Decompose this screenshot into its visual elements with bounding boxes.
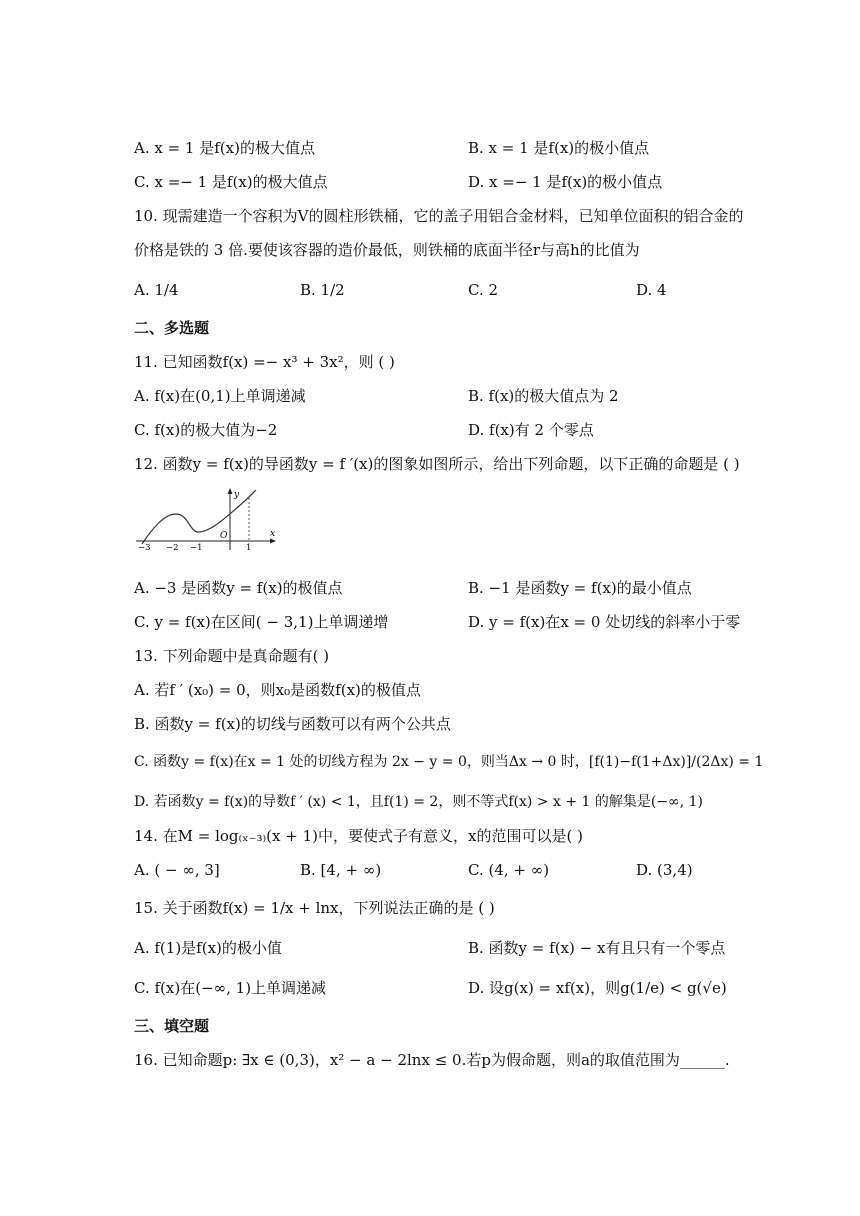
graph-tick-neg2: −2 (166, 543, 179, 552)
graph-y-label: y (234, 490, 240, 500)
q12-derivative-graph (134, 486, 284, 552)
q14-stem: 14. 在M = log₍ₓ₋₃₎(x + 1)中，要使式子有意义，x的范围可以是( ) (134, 827, 583, 845)
q13-option-d: D. 若函数y = f(x)的导数f ′ (x) < 1，且f(1) = 2，则不等式f(x) > x + 1 的解集是(−∞, 1) (134, 794, 703, 810)
q16-stem: 16. 已知命题p: ∃x ∈ (0,3)，x² − a − 2lnx ≤ 0.若p为假命题，则a的取值范围为______. (134, 1051, 730, 1069)
graph-origin-label: O (220, 531, 228, 541)
graph-tick-1: 1 (246, 543, 252, 552)
q12-option-b: B. −1 是函数y = f(x)的最小值点 (468, 579, 692, 597)
q9-option-d: D. x =− 1 是f(x)的极小值点 (468, 173, 663, 191)
q10-option-c: C. 2 (468, 281, 499, 299)
section-multiple-choice-title: 二、多选题 (134, 319, 210, 337)
q11-stem: 11. 已知函数f(x) =− x³ + 3x²，则 ( ) (134, 353, 395, 371)
x-axis-arrow (270, 539, 276, 544)
q9-option-b: B. x = 1 是f(x)的极小值点 (468, 139, 650, 157)
y-axis-arrow (228, 488, 233, 494)
q10-option-d: D. 4 (636, 281, 667, 299)
q13-option-a: A. 若f ′ (x₀) = 0，则x₀是函数f(x)的极值点 (134, 681, 421, 699)
q9-option-c: C. x =− 1 是f(x)的极大值点 (134, 173, 328, 191)
q9-option-a: A. x = 1 是f(x)的极大值点 (134, 139, 315, 157)
graph-tick-neg3: −3 (138, 543, 151, 552)
graph-x-label: x (270, 529, 276, 539)
q12-option-a: A. −3 是函数y = f(x)的极值点 (134, 579, 343, 597)
q13-option-c: C. 函数y = f(x)在x = 1 处的切线方程为 2x − y = 0，则当Δx → 0 时，[f(1)−f(1+Δx)]/(2Δx) = 1 (134, 754, 764, 770)
q11-option-c: C. f(x)的极大值为−2 (134, 421, 278, 439)
q14-option-a: A. ( − ∞, 3] (134, 861, 220, 879)
q13-option-b: B. 函数y = f(x)的切线与函数可以有两个公共点 (134, 715, 451, 733)
q10-option-b: B. 1/2 (300, 281, 345, 299)
q11-option-b: B. f(x)的极大值点为 2 (468, 387, 619, 405)
q15-option-c: C. f(x)在(−∞, 1)上单调递减 (134, 979, 327, 997)
q15-stem: 15. 关于函数f(x) = 1/x + lnx，下列说法正确的是 ( ) (134, 899, 495, 917)
q10-option-a: A. 1/4 (134, 281, 179, 299)
graph-tick-neg1: −1 (190, 543, 203, 552)
q14-option-b: B. [4, + ∞) (300, 861, 382, 879)
q14-option-d: D. (3,4) (636, 861, 693, 879)
q15-option-d: D. 设g(x) = xf(x)，则g(1/e) < g(√e) (468, 979, 727, 997)
q15-option-a: A. f(1)是f(x)的极小值 (134, 939, 282, 957)
q15-option-b: B. 函数y = f(x) − x有且只有一个零点 (468, 939, 726, 957)
q10-stem-line1: 10. 现需建造一个容积为V的圆柱形铁桶，它的盖子用铝合金材料，已知单位面积的铝合金的 (134, 207, 744, 225)
q13-stem: 13. 下列命题中是真命题有( ) (134, 647, 330, 665)
q12-stem: 12. 函数y = f(x)的导函数y = f ′(x)的图象如图所示，给出下列命题，以下正确的命题是 ( ) (134, 455, 740, 473)
q11-option-d: D. f(x)有 2 个零点 (468, 421, 594, 439)
q12-option-c: C. y = f(x)在区间( − 3,1)上单调递增 (134, 613, 389, 631)
q10-stem-line2: 价格是铁的 3 倍.要使该容器的造价最低，则铁桶的底面半径r与高h的比值为 (134, 241, 640, 259)
section-fill-in-title: 三、填空题 (134, 1017, 210, 1035)
q11-option-a: A. f(x)在(0,1)上单调递减 (134, 387, 306, 405)
q14-option-c: C. (4, + ∞) (468, 861, 550, 879)
q12-option-d: D. y = f(x)在x = 0 处切线的斜率小于零 (468, 613, 741, 631)
